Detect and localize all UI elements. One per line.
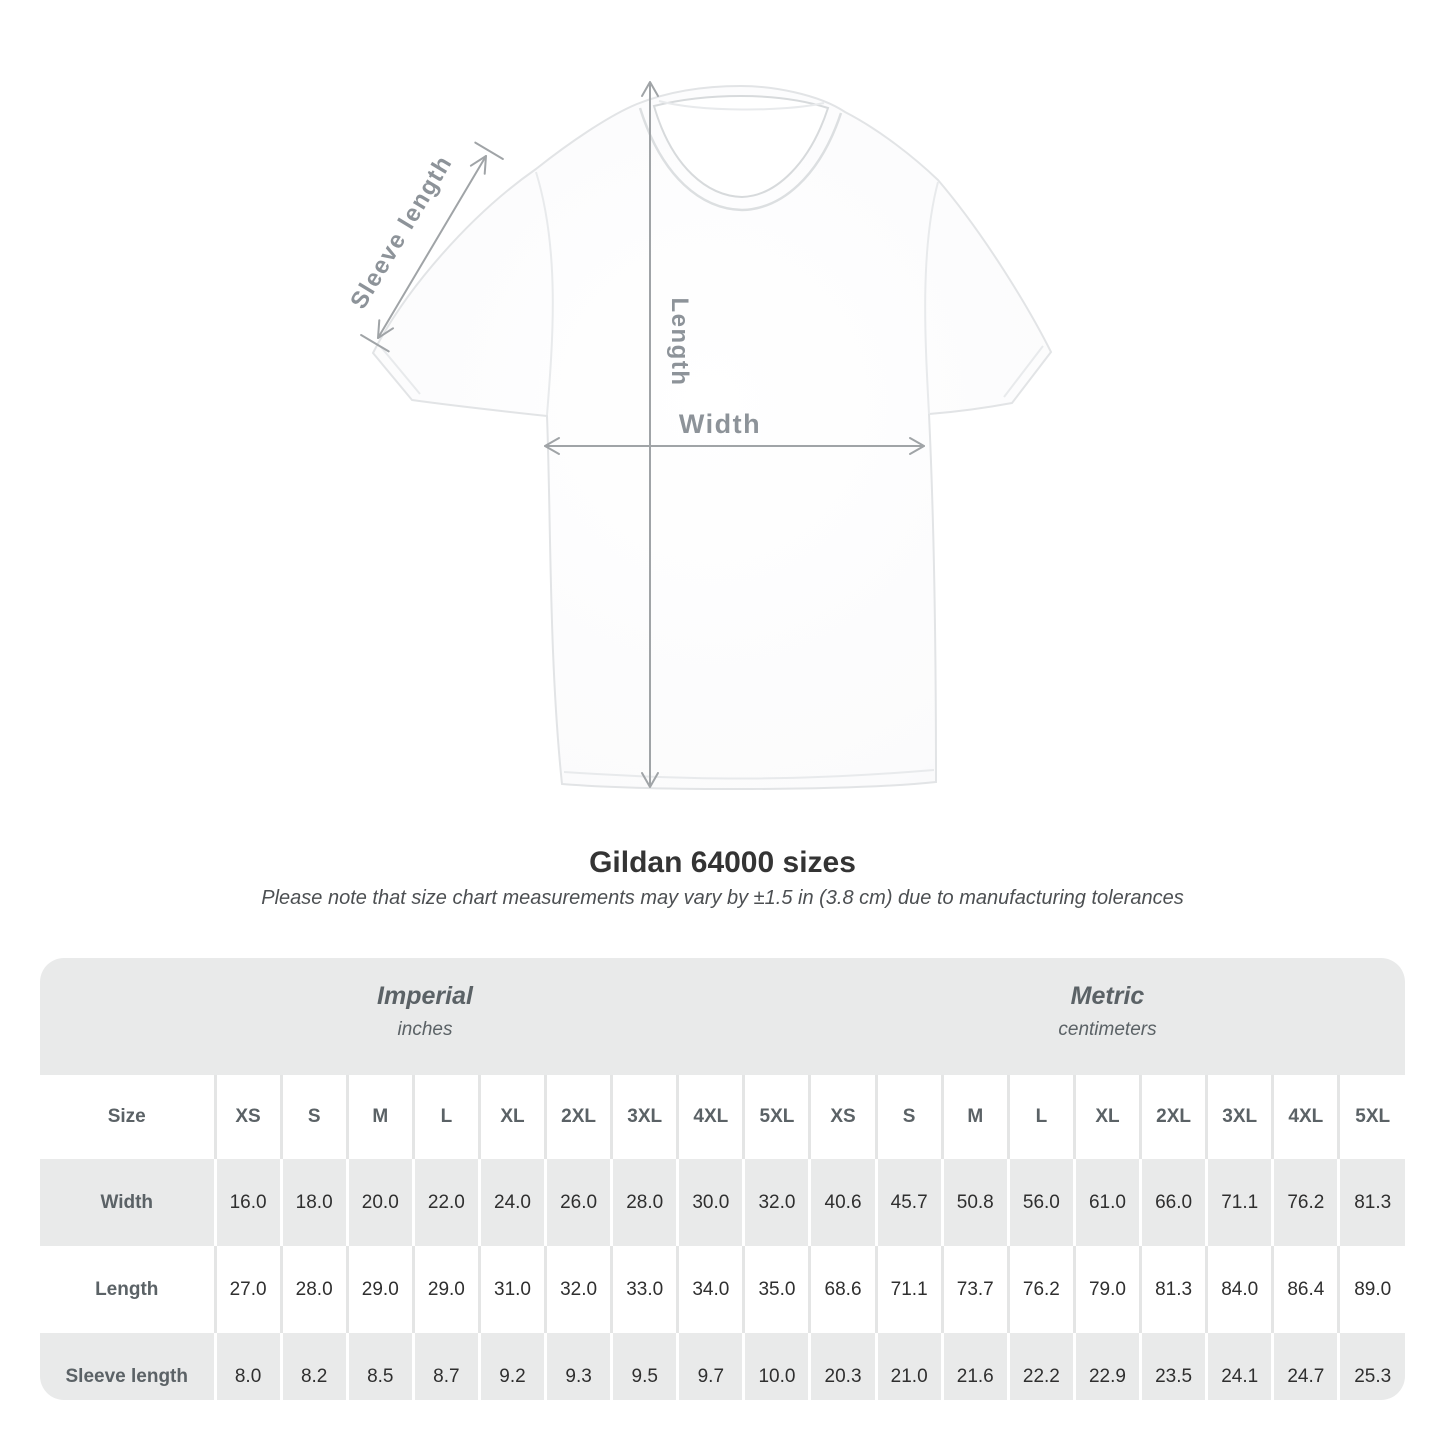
- size-col-header: S: [281, 1075, 347, 1159]
- tolerance-note: Please note that size chart measurements may vary by ±1.5 in (3.8 cm) due to manufacturing tolerances: [261, 887, 1184, 909]
- row-label: Width: [40, 1159, 215, 1246]
- size-header-label: Size: [107, 1106, 146, 1127]
- value-cell: 22.2: [1008, 1333, 1074, 1400]
- metric-title: Metric: [1070, 981, 1145, 1010]
- value-cell: 28.0: [612, 1159, 678, 1246]
- metric-unit: centimeters: [1058, 1018, 1157, 1040]
- size-col-header: 4XL: [1273, 1075, 1339, 1159]
- value-cell: 71.1: [1207, 1159, 1273, 1246]
- value-cell: 22.9: [1074, 1333, 1140, 1400]
- value-cell: 18.0: [281, 1159, 347, 1246]
- size-col-header: 4XL: [678, 1075, 744, 1159]
- value-cell: 32.0: [744, 1159, 810, 1246]
- value-cell: 8.2: [281, 1333, 347, 1400]
- value-cell: 10.0: [744, 1333, 810, 1400]
- size-col-header: XS: [810, 1075, 876, 1159]
- value-cell: 9.7: [678, 1333, 744, 1400]
- value-cell: 9.5: [612, 1333, 678, 1400]
- value-cell: 34.0: [678, 1246, 744, 1333]
- value-cell: 26.0: [546, 1159, 612, 1246]
- value-cell: 20.0: [347, 1159, 413, 1246]
- size-col-header: S: [876, 1075, 942, 1159]
- value-cell: 8.5: [347, 1333, 413, 1400]
- size-col-header: L: [413, 1075, 479, 1159]
- sleeve-length-label: Sleeve length: [345, 150, 459, 314]
- imperial-header: [40, 958, 810, 1075]
- size-col-header: 5XL: [744, 1075, 810, 1159]
- sleeve-length-row: [40, 1333, 1405, 1400]
- value-cell: 30.0: [678, 1159, 744, 1246]
- value-cell: 68.6: [810, 1246, 876, 1333]
- value-cell: 23.5: [1141, 1333, 1207, 1400]
- width-row: [40, 1159, 1405, 1246]
- size-col-header: XL: [479, 1075, 545, 1159]
- size-col-header: L: [1008, 1075, 1074, 1159]
- value-cell: 21.0: [876, 1333, 942, 1400]
- value-cell: 81.3: [1339, 1159, 1405, 1246]
- value-cell: 27.0: [215, 1246, 281, 1333]
- value-cell: 73.7: [942, 1246, 1008, 1333]
- page-title: Gildan 64000 sizes: [589, 846, 856, 879]
- value-cell: 25.3: [1339, 1333, 1405, 1400]
- value-cell: 61.0: [1074, 1159, 1140, 1246]
- size-table: [40, 958, 1405, 1400]
- value-cell: 28.0: [281, 1246, 347, 1333]
- value-cell: 9.3: [546, 1333, 612, 1400]
- row-label: Length: [95, 1278, 159, 1300]
- value-cell: 29.0: [413, 1246, 479, 1333]
- row-label: Sleeve length: [40, 1333, 215, 1400]
- value-cell: 84.0: [1207, 1246, 1273, 1333]
- value-cell: 50.8: [942, 1159, 1008, 1246]
- metric-header: [810, 958, 1405, 1075]
- size-col-header: XL: [1074, 1075, 1140, 1159]
- value-cell: 45.7: [876, 1159, 942, 1246]
- value-cell: 71.1: [876, 1246, 942, 1333]
- value-cell: 24.1: [1207, 1333, 1273, 1400]
- value-cell: 35.0: [744, 1246, 810, 1333]
- imperial-title: Imperial: [377, 981, 473, 1010]
- value-cell: 56.0: [1008, 1159, 1074, 1246]
- value-cell: 8.0: [215, 1333, 281, 1400]
- value-cell: 16.0: [215, 1159, 281, 1246]
- length-row: [40, 1246, 1405, 1333]
- size-col-header: XS: [215, 1075, 281, 1159]
- size-header-row: [40, 1075, 1405, 1159]
- size-col-header: 5XL: [1339, 1075, 1405, 1159]
- imperial-unit: inches: [397, 1018, 453, 1040]
- value-cell: 9.2: [479, 1333, 545, 1400]
- size-col-header: 2XL: [1141, 1075, 1207, 1159]
- value-cell: 40.6: [810, 1159, 876, 1246]
- size-col-header: 3XL: [1207, 1075, 1273, 1159]
- value-cell: 86.4: [1273, 1246, 1339, 1333]
- size-col-header: M: [942, 1075, 1008, 1159]
- value-cell: 20.3: [810, 1333, 876, 1400]
- value-cell: 89.0: [1339, 1246, 1405, 1333]
- value-cell: 24.7: [1273, 1333, 1339, 1400]
- length-label: Length: [666, 297, 693, 387]
- value-cell: 33.0: [612, 1246, 678, 1333]
- width-label: Width: [678, 409, 762, 439]
- value-cell: 29.0: [347, 1246, 413, 1333]
- size-col-header: 3XL: [612, 1075, 678, 1159]
- value-cell: 76.2: [1008, 1246, 1074, 1333]
- size-col-header: 2XL: [546, 1075, 612, 1159]
- value-cell: 76.2: [1273, 1159, 1339, 1246]
- value-cell: 81.3: [1141, 1246, 1207, 1333]
- size-col-header: M: [347, 1075, 413, 1159]
- size-table-grid: [40, 958, 1405, 1400]
- value-cell: 8.7: [413, 1333, 479, 1400]
- value-cell: 24.0: [479, 1159, 545, 1246]
- value-cell: 31.0: [479, 1246, 545, 1333]
- unit-header-row: [40, 958, 1405, 1075]
- value-cell: 66.0: [1141, 1159, 1207, 1246]
- value-cell: 79.0: [1074, 1246, 1140, 1333]
- value-cell: 32.0: [546, 1246, 612, 1333]
- value-cell: 21.6: [942, 1333, 1008, 1400]
- value-cell: 22.0: [413, 1159, 479, 1246]
- heading-block: [0, 846, 1445, 910]
